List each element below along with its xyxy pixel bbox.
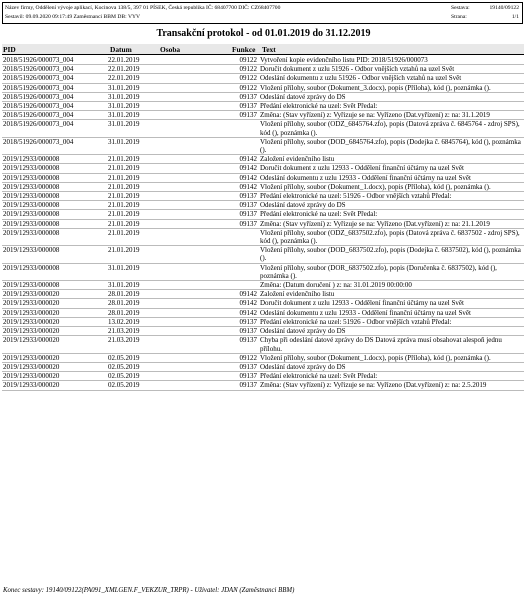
cell-pid: 2019/12933/000020 xyxy=(3,353,60,362)
cell-person xyxy=(164,229,230,245)
cell-date: 21.01.2019 xyxy=(108,246,140,255)
cell-pid: 2018/51926/000073_004 xyxy=(3,120,74,129)
cell-text: Vložení přílohy, soubor (Dokument_3.docx), popis (Příloha), kód (), poznámka (). xyxy=(260,83,491,92)
cell-pid: 2019/12933/000008 xyxy=(3,164,60,173)
cell-pid: 2019/12933/000020 xyxy=(3,317,60,326)
cell-function: 09142 xyxy=(239,173,257,182)
table-row xyxy=(2,201,524,210)
cell-function xyxy=(230,246,260,262)
cell-pid: 2019/12933/000020 xyxy=(3,327,60,336)
compiled-line: Sestavil: 09.09.2020 09:17:49 Zaměstnanci BBM DB: VYV xyxy=(5,14,141,20)
cell-pid: 2019/12933/000008 xyxy=(3,281,60,290)
cell-function xyxy=(230,229,260,245)
cell-pid: 2019/12933/000020 xyxy=(3,308,60,317)
report-label: Sestava: xyxy=(451,5,470,11)
cell-date: 31.01.2019 xyxy=(108,102,140,111)
cell-person xyxy=(164,65,230,73)
table-row xyxy=(2,120,524,137)
table-row xyxy=(2,318,524,327)
cell-text: Předání elektronické na uzel: 51926 - Odbor vnějších vztahů Předal: xyxy=(260,192,452,201)
cell-date: 21.01.2019 xyxy=(108,173,140,182)
cell-function: 09142 xyxy=(239,308,257,317)
cell-date: 21.01.2019 xyxy=(108,219,140,228)
cell-date: 21.01.2019 xyxy=(108,201,140,210)
table-body xyxy=(2,56,524,391)
table-row xyxy=(2,93,524,102)
cell-text: Odeslání dokumentu z uzlu 12933 - Oddělení finanční účtárny na uzel Svět xyxy=(260,308,471,317)
cell-date: 21.01.2019 xyxy=(108,155,140,164)
cell-pid: 2019/12933/000008 xyxy=(3,173,60,182)
cell-function: 09122 xyxy=(239,74,257,83)
report-number: 19140/09122 xyxy=(489,5,519,11)
cell-pid: 2018/51926/000073_004 xyxy=(3,102,74,111)
cell-text: Chyba při odeslání datové zprávy do DS Datová zpráva musí obsahovat alespoň jednu přílohu. xyxy=(260,336,502,353)
column-header-function: Funkce xyxy=(232,45,256,54)
table-row xyxy=(2,65,524,74)
cell-text: Vytvoření kopie evidenčního listu PID: 2018/51926/000073 xyxy=(260,56,428,64)
table-row xyxy=(2,299,524,308)
cell-person xyxy=(164,354,230,362)
table-row xyxy=(2,111,524,120)
cell-text: Změna: (Stav vyřízení) z: Vyřizuje se na: Vyřízeno (Dat.vyřízení) z: na: 21.1.2019 xyxy=(260,219,490,228)
cell-person xyxy=(164,327,230,335)
cell-text: Předání elektronické na uzel: Svět Předal: xyxy=(260,372,378,381)
cell-person xyxy=(164,220,230,228)
cell-date: 31.01.2019 xyxy=(108,263,140,272)
table-row xyxy=(2,327,524,336)
cell-pid: 2018/51926/000073_004 xyxy=(3,92,74,101)
cell-text: Odeslání datové zprávy do DS xyxy=(260,201,346,210)
cell-person xyxy=(164,138,230,154)
cell-person xyxy=(164,381,230,389)
cell-text: Vložení přílohy, soubor (DOR_6837502.zfo), popis (Doručenka č. 6837502), kód (), poznámka (). xyxy=(260,263,497,280)
cell-function: 09142 xyxy=(239,155,257,164)
cell-pid: 2019/12933/000008 xyxy=(3,182,60,191)
cell-date: 02.05.2019 xyxy=(108,353,140,362)
cell-date: 21.01.2019 xyxy=(108,210,140,219)
cell-text: Doručit dokument z uzlu 51926 - Odbor vnějších vztahů na uzel Svět xyxy=(260,65,455,74)
cell-function: 09137 xyxy=(239,102,257,111)
cell-pid: 2018/51926/000073_004 xyxy=(3,56,74,64)
cell-pid: 2019/12933/000008 xyxy=(3,246,60,255)
cell-person xyxy=(164,74,230,82)
cell-person xyxy=(164,93,230,101)
cell-person xyxy=(164,183,230,191)
cell-text: Předání elektronické na uzel: Svět Předal: xyxy=(260,102,378,111)
cell-pid: 2018/51926/000073_004 xyxy=(3,137,74,146)
cell-function: 09122 xyxy=(239,65,257,74)
cell-function xyxy=(230,120,260,136)
cell-text: Vložení přílohy, soubor (ODZ_6845764.zfo), popis (Datová zpráva č. 6845764 - zdroj SPS), kód (), poznámka (). xyxy=(260,120,520,137)
cell-pid: 2019/12933/000020 xyxy=(3,299,60,308)
cell-date: 31.01.2019 xyxy=(108,120,140,129)
cell-function: 09137 xyxy=(239,92,257,101)
cell-person xyxy=(164,318,230,326)
cell-date: 22.01.2019 xyxy=(108,65,140,74)
cell-pid: 2018/51926/000073_004 xyxy=(3,83,74,92)
cell-person xyxy=(164,201,230,209)
cell-date: 02.05.2019 xyxy=(108,381,140,390)
table-row xyxy=(2,264,524,281)
cell-text: Předání elektronické na uzel: Svět Předal: xyxy=(260,210,378,219)
cell-pid: 2019/12933/000008 xyxy=(3,201,60,210)
cell-function: 09137 xyxy=(239,111,257,120)
cell-person xyxy=(164,102,230,110)
cell-person xyxy=(164,155,230,163)
table-row xyxy=(2,281,524,290)
cell-text: Vložení přílohy, soubor (DOD_6845764.zfo), popis (Dodejka č. 6845764), kód (), poznámka (). xyxy=(260,137,521,155)
cell-text: Odeslání datové zprávy do DS xyxy=(260,92,346,101)
table-row xyxy=(2,84,524,93)
cell-function: 09142 xyxy=(239,299,257,308)
cell-function: 09142 xyxy=(239,290,257,299)
table-row xyxy=(2,102,524,111)
table-row xyxy=(2,229,524,246)
table-row xyxy=(2,290,524,299)
cell-date: 28.01.2019 xyxy=(108,299,140,308)
cell-text: Doručit dokument z uzlu 12933 - Oddělení finanční účtárny na uzel Svět xyxy=(260,164,464,173)
cell-text: Změna: (Stav vyřízení) z: Vyřizuje se na: Vyřízeno (Dat.vyřízení) z: na: 31.1.2019 xyxy=(260,111,490,120)
cell-person xyxy=(164,210,230,218)
cell-function: 09137 xyxy=(239,372,257,381)
cell-text: Předání elektronické na uzel: 51926 - Odbor vnějších vztahů Předal: xyxy=(260,317,452,326)
cell-pid: 2019/12933/000020 xyxy=(3,362,60,371)
cell-function: 09122 xyxy=(239,56,257,64)
table-row xyxy=(2,138,524,155)
cell-date: 31.01.2019 xyxy=(108,137,140,146)
cell-function: 09137 xyxy=(239,201,257,210)
cell-function: 09137 xyxy=(239,317,257,326)
cell-pid: 2019/12933/000020 xyxy=(3,381,60,390)
cell-person xyxy=(164,309,230,317)
table-row xyxy=(2,354,524,363)
cell-text: Založení evidenčního listu xyxy=(260,155,335,164)
cell-text: Změna: (Stav vyřízení) z: Vyřizuje se na: Vyřízeno (Dat.vyřízení) z: na: 2.5.2019 xyxy=(260,381,487,390)
cell-pid: 2018/51926/000073_004 xyxy=(3,111,74,120)
cell-person xyxy=(164,120,230,136)
report-header xyxy=(2,2,523,24)
cell-date: 21.03.2019 xyxy=(108,336,140,345)
cell-text: Odeslání datové zprávy do DS xyxy=(260,362,346,371)
cell-date: 28.01.2019 xyxy=(108,308,140,317)
table-row xyxy=(2,309,524,318)
company-line: Název firmy, Oddělení vývoje aplikací, Kocinova 138/5, 397 01 PÍSEK, Česká republika IČ: 68407700 DIČ: CZ68407700 xyxy=(5,5,281,11)
cell-function: 09122 xyxy=(239,83,257,92)
table-row xyxy=(2,155,524,164)
cell-date: 28.01.2019 xyxy=(108,290,140,299)
cell-function: 09142 xyxy=(239,164,257,173)
table-row xyxy=(2,210,524,219)
table-row xyxy=(2,192,524,201)
cell-function: 09137 xyxy=(239,327,257,336)
column-header-pid: PID xyxy=(3,45,16,54)
cell-date: 31.01.2019 xyxy=(108,281,140,290)
page-number: 1/1 xyxy=(511,14,519,20)
cell-pid: 2019/12933/000008 xyxy=(3,263,60,272)
cell-text: Vložení přílohy, soubor (Dokument_1.docx), popis (Příloha), kód (), poznámka (). xyxy=(260,353,491,362)
cell-pid: 2019/12933/000020 xyxy=(3,336,60,345)
cell-date: 31.01.2019 xyxy=(108,83,140,92)
report-title: Transakční protokol - od 01.01.2019 do 31.12.2019 xyxy=(156,28,371,39)
cell-pid: 2019/12933/000008 xyxy=(3,228,60,237)
column-header-text: Text xyxy=(262,45,276,54)
cell-pid: 2019/12933/000020 xyxy=(3,372,60,381)
column-header-date: Datum xyxy=(110,45,132,54)
cell-person xyxy=(164,299,230,307)
cell-person xyxy=(164,164,230,172)
cell-person xyxy=(164,363,230,371)
cell-person xyxy=(164,192,230,200)
cell-text: Odeslání dokumentu z uzlu 12933 - Oddělení finanční účtárny na uzel Svět xyxy=(260,173,471,182)
table-row xyxy=(2,363,524,372)
cell-date: 22.01.2019 xyxy=(108,56,140,64)
cell-date: 22.01.2019 xyxy=(108,74,140,83)
cell-person xyxy=(164,84,230,92)
table-row xyxy=(2,174,524,183)
page-label: Strana: xyxy=(451,14,467,20)
cell-pid: 2019/12933/000008 xyxy=(3,219,60,228)
table-row xyxy=(2,336,524,353)
cell-person xyxy=(164,56,230,64)
cell-text: Vložení přílohy, soubor (Dokument_1.docx), popis (Příloha), kód (), poznámka (). xyxy=(260,182,491,191)
table-row xyxy=(2,56,524,65)
cell-function: 09137 xyxy=(239,336,257,345)
cell-function: 09137 xyxy=(239,219,257,228)
cell-function: 09142 xyxy=(239,182,257,191)
cell-date: 21.01.2019 xyxy=(108,228,140,237)
cell-date: 02.05.2019 xyxy=(108,362,140,371)
cell-function xyxy=(230,264,260,280)
cell-person xyxy=(164,111,230,119)
cell-text: Vložení přílohy, soubor (DOD_6837502.zfo), popis (Dodejka č. 6837502), kód (), poznámka (). xyxy=(260,246,521,263)
cell-pid: 2018/51926/000073_004 xyxy=(3,74,74,83)
report-footer: Konec sestavy: 19140/09122(PA091_XMLGEN.F_VEKZUR_TRPR) - Uživatel: JDAN (Zaměstnanci BBM) xyxy=(3,587,295,594)
table-row xyxy=(2,246,524,263)
cell-pid: 2019/12933/000008 xyxy=(3,210,60,219)
cell-date: 31.01.2019 xyxy=(108,92,140,101)
table-row xyxy=(2,183,524,192)
cell-text: Změna: (Datum doručení ) z: na: 31.01.2019 00:00:00 xyxy=(260,281,412,290)
cell-text: Odeslání datové zprávy do DS xyxy=(260,327,346,336)
cell-pid: 2019/12933/000020 xyxy=(3,290,60,299)
cell-person xyxy=(164,264,230,280)
cell-person xyxy=(164,281,230,289)
cell-function: 09137 xyxy=(239,192,257,201)
cell-pid: 2019/12933/000008 xyxy=(3,192,60,201)
cell-function: 09137 xyxy=(239,210,257,219)
cell-pid: 2018/51926/000073_004 xyxy=(3,65,74,74)
table-row xyxy=(2,381,524,390)
column-header-person: Osoba xyxy=(160,45,181,54)
cell-date: 21.01.2019 xyxy=(108,192,140,201)
cell-text: Odeslání dokumentu z uzlu 51926 - Odbor vnějších vztahů na uzel Svět xyxy=(260,74,462,83)
cell-text: Vložení přílohy, soubor (ODZ_6837502.zfo), popis (Datová zpráva č. 6837502 - zdroj SPS), kód (), poznámka (). xyxy=(260,228,520,246)
cell-date: 31.01.2019 xyxy=(108,111,140,120)
cell-pid: 2019/12933/000008 xyxy=(3,155,60,164)
cell-date: 21.01.2019 xyxy=(108,182,140,191)
cell-person xyxy=(164,174,230,182)
cell-date: 02.05.2019 xyxy=(108,372,140,381)
cell-text: Založení evidenčního listu xyxy=(260,290,335,299)
cell-date: 21.01.2019 xyxy=(108,164,140,173)
cell-function xyxy=(230,281,260,289)
cell-function: 09137 xyxy=(239,362,257,371)
cell-person xyxy=(164,372,230,380)
cell-function: 09122 xyxy=(239,353,257,362)
table-row xyxy=(2,74,524,83)
cell-function: 09137 xyxy=(239,381,257,390)
cell-person xyxy=(164,336,230,352)
cell-function xyxy=(230,138,260,154)
cell-text: Doručit dokument z uzlu 12933 - Oddělení finanční účtárny na uzel Svět xyxy=(260,299,464,308)
table-header xyxy=(2,44,524,55)
cell-person xyxy=(164,246,230,262)
cell-date: 13.02.2019 xyxy=(108,317,140,326)
cell-person xyxy=(164,290,230,298)
table-row xyxy=(2,372,524,381)
table-row xyxy=(2,220,524,229)
table-row xyxy=(2,164,524,173)
cell-date: 21.03.2019 xyxy=(108,327,140,336)
